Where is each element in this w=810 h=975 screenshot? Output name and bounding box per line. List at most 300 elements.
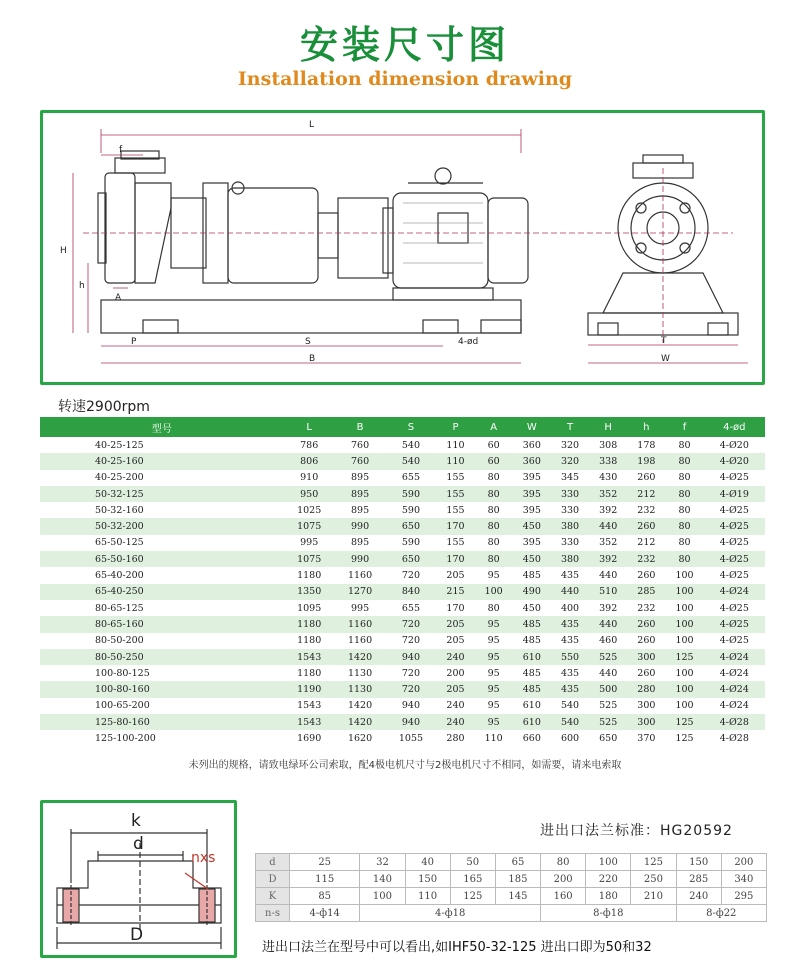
table-cell: 205 — [436, 681, 474, 697]
flange-cell: 165 — [450, 871, 495, 888]
table-cell: 178 — [637, 439, 656, 451]
table-cell: 352 — [599, 537, 618, 549]
table-cell: 650 — [386, 551, 437, 567]
flange-row-label: d — [256, 854, 290, 871]
table-cell: 990 — [335, 551, 386, 567]
flange-cell: 150 — [405, 871, 450, 888]
table-cell: 450 — [513, 551, 551, 567]
table-cell: 460 — [599, 635, 618, 647]
table-row — [40, 616, 765, 632]
flange-row-label: K — [256, 888, 290, 905]
table-cell: 500 — [589, 681, 627, 697]
table-cell: 1190 — [284, 681, 335, 697]
table-cell: 232 — [627, 551, 665, 567]
table-cell: 4-Ø19 — [704, 486, 765, 502]
flange-cell: 295 — [721, 888, 766, 905]
table-cell: 400 — [560, 602, 580, 614]
table-cell: 485 — [522, 570, 541, 582]
table-cell: 4-Ø28 — [719, 732, 749, 744]
footnote: 未列出的规格，请致电绿环公司索取，配4极电机尺寸与2极电机尺寸不相同，如需要，请来电索取 — [188, 760, 622, 771]
table-cell: 300 — [637, 700, 656, 712]
table-row — [40, 437, 765, 453]
table-cell: 650 — [386, 518, 437, 534]
table-cell: 232 — [637, 504, 656, 516]
coupling-guard — [338, 198, 388, 278]
table-cell: 550 — [551, 649, 589, 665]
table-cell: 95 — [475, 681, 513, 697]
table-cell: 430 — [599, 472, 618, 484]
table-cell: 720 — [401, 667, 421, 679]
dim-f: f — [119, 145, 123, 155]
table-cell: 490 — [513, 584, 551, 600]
table-cell: 65-40-200 — [95, 570, 144, 582]
table-cell: 65-50-125 — [95, 537, 144, 549]
table-cell: 110 — [436, 453, 474, 469]
table-row — [40, 518, 765, 534]
table-cell: 1690 — [297, 732, 322, 744]
table-cell: 50-32-125 — [40, 486, 284, 502]
flange-cell: 40 — [405, 854, 450, 871]
table-cell: 80 — [678, 537, 691, 549]
flange-cell: 210 — [631, 888, 676, 905]
table-cell: 260 — [637, 635, 656, 647]
table-cell: 1543 — [284, 649, 335, 665]
table-row — [40, 486, 765, 502]
flange-cell: 8-ф18 — [541, 905, 677, 922]
dim-A: A — [115, 293, 122, 303]
table-cell: 650 — [599, 732, 618, 744]
flange-cell: 125 — [631, 854, 676, 871]
table-cell: 4-Ø24 — [704, 584, 765, 600]
flange-table — [255, 853, 767, 922]
table-cell: 590 — [386, 486, 437, 502]
table-header-cell: f — [665, 417, 703, 437]
table-header-cell: B — [335, 417, 386, 437]
table-header-cell: H — [589, 417, 627, 437]
table-row — [40, 714, 765, 730]
table-row — [40, 665, 765, 681]
table-cell: 1075 — [284, 551, 335, 567]
dim-h: h — [79, 281, 85, 291]
flange-cell: 100 — [586, 854, 631, 871]
flange-cell: 200 — [721, 854, 766, 871]
table-header-row — [40, 417, 765, 437]
table-cell: 720 — [401, 635, 421, 647]
table-cell: 760 — [351, 439, 370, 451]
table-cell: 80-65-160 — [40, 616, 284, 632]
table-cell: 345 — [560, 472, 580, 484]
table-cell: 80 — [487, 537, 500, 549]
table-cell: 1055 — [398, 732, 424, 744]
flange-drawing — [40, 800, 237, 958]
table-cell: 990 — [335, 518, 386, 534]
table-cell: 205 — [436, 616, 474, 632]
flange-standard: 进出口法兰标准：HG20592 — [540, 823, 733, 839]
flange-row — [256, 888, 767, 905]
table-cell: 1420 — [347, 700, 373, 712]
table-cell: 4-Ø25 — [719, 472, 749, 484]
table-row — [40, 730, 765, 746]
table-cell: 910 — [300, 472, 319, 484]
table-cell: 450 — [522, 602, 541, 614]
table-header-cell: 型号 — [40, 417, 284, 437]
table-cell: 110 — [446, 439, 465, 451]
table-row — [40, 453, 765, 469]
flange-cell: 250 — [631, 871, 676, 888]
flange-cell: 125 — [450, 888, 495, 905]
table-cell: 395 — [522, 472, 541, 484]
table-cell: 285 — [627, 584, 665, 600]
table-cell: 440 — [589, 518, 627, 534]
table-cell: 1420 — [335, 649, 386, 665]
table-cell: 610 — [513, 714, 551, 730]
table-cell: 80-50-200 — [95, 635, 144, 647]
flange-row — [256, 854, 767, 871]
dim-nd: 4-ød — [458, 337, 479, 347]
table-cell: 395 — [513, 486, 551, 502]
motor-body — [393, 193, 488, 288]
table-cell: 380 — [551, 518, 589, 534]
table-cell: 80 — [475, 551, 513, 567]
table-cell: 392 — [599, 602, 618, 614]
table-cell: 720 — [386, 681, 437, 697]
table-cell: 720 — [401, 570, 421, 582]
table-cell: 895 — [335, 486, 386, 502]
table-cell: 110 — [484, 732, 503, 744]
table-cell: 4-Ø25 — [704, 616, 765, 632]
table-cell: 80 — [487, 602, 500, 614]
table-cell: 1543 — [297, 700, 322, 712]
flange-row-label: D — [256, 871, 290, 888]
table-cell: 360 — [522, 439, 541, 451]
table-row — [40, 470, 765, 486]
flange-cell: 25 — [290, 854, 360, 871]
table-cell: 392 — [599, 504, 618, 516]
table-cell: 100 — [665, 681, 703, 697]
table-cell: 1160 — [347, 635, 373, 647]
table-cell: 260 — [637, 667, 656, 679]
table-cell: 95 — [475, 649, 513, 665]
table-cell: 4-Ø25 — [719, 537, 749, 549]
table-cell: 4-Ø20 — [719, 439, 749, 451]
dim-B: B — [309, 354, 316, 364]
table-cell: 80 — [678, 439, 691, 451]
speed-label: 转速2900rpm — [58, 399, 150, 415]
table-cell: 760 — [335, 453, 386, 469]
flange-cell: 185 — [495, 871, 540, 888]
table-cell: 125 — [675, 732, 694, 744]
page-title: 安装尺寸图 — [299, 22, 510, 67]
table-body — [40, 437, 765, 747]
table-cell: 95 — [487, 667, 500, 679]
table-cell: 4-Ø24 — [719, 700, 749, 712]
table-cell: 1160 — [347, 570, 373, 582]
table-header-cell: L — [284, 417, 335, 437]
table-cell: 352 — [589, 486, 627, 502]
flange-cell: 180 — [586, 888, 631, 905]
table-cell: 525 — [589, 649, 627, 665]
dim-P: P — [131, 337, 137, 347]
table-cell: 1075 — [284, 518, 335, 534]
flange-cell: 145 — [495, 888, 540, 905]
table-cell: 80 — [475, 486, 513, 502]
table-cell: 80 — [487, 472, 500, 484]
table-cell: 100 — [675, 667, 694, 679]
pump-flange — [105, 173, 135, 283]
table-cell: 360 — [513, 453, 551, 469]
flange-label-d: d — [133, 834, 144, 854]
table-row — [40, 551, 765, 567]
table-cell: 260 — [627, 518, 665, 534]
flange-cell: 4-ф14 — [290, 905, 360, 922]
table-cell: 95 — [487, 570, 500, 582]
table-cell: 80 — [475, 518, 513, 534]
table-cell: 100-80-125 — [95, 667, 150, 679]
table-cell: 125 — [665, 714, 703, 730]
flange-cell: 50 — [450, 854, 495, 871]
table-cell: 485 — [513, 616, 551, 632]
table-cell: 4-Ø24 — [719, 667, 749, 679]
table-cell: 100-65-200 — [95, 700, 150, 712]
table-header-cell: P — [436, 417, 474, 437]
table-cell: 590 — [401, 504, 421, 516]
table-cell: 100-80-160 — [40, 681, 284, 697]
table-cell: 485 — [522, 667, 541, 679]
table-cell: 485 — [522, 635, 541, 647]
table-cell: 100 — [475, 584, 513, 600]
table-row — [40, 649, 765, 665]
table-cell: 4-Ø28 — [704, 714, 765, 730]
bearing-housing — [228, 188, 318, 283]
table-cell: 4-Ø25 — [704, 518, 765, 534]
table-cell: 540 — [551, 714, 589, 730]
table-cell: 435 — [551, 616, 589, 632]
table-cell: 440 — [551, 584, 589, 600]
table-cell: 435 — [551, 681, 589, 697]
page-subtitle: Installation dimension drawing — [237, 68, 573, 90]
table-cell: 170 — [446, 602, 465, 614]
flange-label-k: k — [131, 811, 141, 831]
table-cell: 4-Ø24 — [704, 681, 765, 697]
table-cell: 485 — [513, 681, 551, 697]
table-cell: 660 — [522, 732, 541, 744]
flange-cell: 4-ф18 — [360, 905, 541, 922]
table-cell: 1130 — [335, 681, 386, 697]
table-cell: 440 — [599, 570, 618, 582]
table-cell: 320 — [551, 453, 589, 469]
flange-cell: 8-ф22 — [676, 905, 766, 922]
table-cell: 40-25-200 — [95, 472, 144, 484]
table-cell: 155 — [446, 472, 465, 484]
table-header-cell: A — [475, 417, 513, 437]
table-cell: 80 — [678, 504, 691, 516]
table-cell: 300 — [627, 649, 665, 665]
table-cell: 4-Ø20 — [704, 453, 765, 469]
table-cell: 1350 — [284, 584, 335, 600]
flange-label-D: D — [130, 925, 144, 945]
table-cell: 940 — [401, 700, 421, 712]
table-cell: 840 — [386, 584, 437, 600]
table-cell: 1270 — [335, 584, 386, 600]
table-row — [40, 681, 765, 697]
flange-cell: 150 — [676, 854, 721, 871]
table-cell: 60 — [475, 453, 513, 469]
table-cell: 50-32-200 — [40, 518, 284, 534]
table-cell: 100 — [665, 616, 703, 632]
table-row — [40, 584, 765, 600]
table-cell: 940 — [386, 714, 437, 730]
table-cell: 895 — [351, 537, 370, 549]
table-cell: 95 — [475, 616, 513, 632]
table-cell: 1180 — [297, 667, 322, 679]
table-cell: 540 — [560, 700, 580, 712]
dim-W: W — [661, 354, 670, 364]
table-row — [40, 567, 765, 583]
table-cell: 655 — [401, 602, 421, 614]
table-cell: 170 — [436, 551, 474, 567]
flange-outline — [57, 861, 221, 923]
table-cell: 260 — [627, 616, 665, 632]
installation-drawing — [40, 110, 765, 385]
table-cell: 80 — [487, 504, 500, 516]
table-cell: 435 — [560, 570, 580, 582]
flange-row — [256, 871, 767, 888]
table-cell: 720 — [386, 616, 437, 632]
table-cell: 80 — [665, 518, 703, 534]
dim-T: T — [661, 336, 667, 346]
table-cell: 95 — [487, 700, 500, 712]
flange-cell: 240 — [676, 888, 721, 905]
table-cell: 60 — [487, 439, 500, 451]
flange-cell: 160 — [541, 888, 586, 905]
flange-cell: 340 — [721, 871, 766, 888]
table-cell: 4-Ø25 — [719, 602, 749, 614]
table-cell: 1180 — [297, 635, 322, 647]
table-cell: 300 — [627, 714, 665, 730]
table-row — [40, 535, 765, 551]
table-cell: 80 — [665, 486, 703, 502]
table-cell: 100 — [675, 602, 694, 614]
table-cell: 4-Ø25 — [719, 570, 749, 582]
table-cell: 4-Ø25 — [704, 551, 765, 567]
table-cell: 100 — [675, 635, 694, 647]
table-row — [40, 502, 765, 518]
table-cell: 320 — [560, 439, 580, 451]
flange-cell: 110 — [405, 888, 450, 905]
table-cell: 610 — [513, 649, 551, 665]
table-cell: 600 — [560, 732, 580, 744]
table-cell: 995 — [351, 602, 370, 614]
table-cell: 232 — [637, 602, 656, 614]
flange-cell: 140 — [360, 871, 405, 888]
table-cell: 260 — [637, 472, 656, 484]
table-cell: 65-50-160 — [40, 551, 284, 567]
table-cell: 1095 — [297, 602, 322, 614]
flange-cell: 220 — [586, 871, 631, 888]
dim-H: H — [60, 246, 67, 256]
dim-L: L — [309, 120, 315, 130]
table-cell: 260 — [637, 570, 656, 582]
table-row — [40, 600, 765, 616]
table-cell: 100 — [675, 570, 694, 582]
table-cell: 215 — [436, 584, 474, 600]
dim-S: S — [305, 337, 311, 347]
table-cell: 1180 — [297, 570, 322, 582]
table-cell: 200 — [446, 667, 465, 679]
table-cell: 370 — [637, 732, 656, 744]
table-cell: 1180 — [284, 616, 335, 632]
table-cell: 280 — [446, 732, 465, 744]
table-cell: 1130 — [347, 667, 373, 679]
table-cell: 525 — [589, 714, 627, 730]
flange-cell: 115 — [290, 871, 360, 888]
table-cell: 95 — [487, 635, 500, 647]
table-cell: 155 — [446, 504, 465, 516]
table-header-cell: S — [386, 417, 437, 437]
table-cell: 205 — [446, 635, 465, 647]
table-cell: 440 — [589, 616, 627, 632]
table-cell: 450 — [513, 518, 551, 534]
table-cell: 205 — [446, 570, 465, 582]
table-cell: 4-Ø25 — [719, 504, 749, 516]
table-cell: 240 — [436, 649, 474, 665]
table-cell: 155 — [446, 537, 465, 549]
table-cell: 392 — [589, 551, 627, 567]
table-cell: 80 — [665, 551, 703, 567]
table-cell: 212 — [627, 486, 665, 502]
table-header-cell: T — [551, 417, 589, 437]
table-cell: 4-Ø24 — [704, 649, 765, 665]
flange-label-nxs: nxs — [191, 850, 216, 866]
flange-cell: 285 — [676, 871, 721, 888]
table-header-cell: W — [513, 417, 551, 437]
table-cell: 435 — [560, 635, 580, 647]
table-cell: 170 — [436, 518, 474, 534]
flange-row — [256, 905, 767, 922]
table-cell: 40-25-160 — [40, 453, 284, 469]
flange-cell: 100 — [360, 888, 405, 905]
table-cell: 80-65-125 — [95, 602, 144, 614]
table-cell: 655 — [401, 472, 421, 484]
table-row — [40, 698, 765, 714]
table-cell: 395 — [522, 537, 541, 549]
table-cell: 80 — [678, 472, 691, 484]
flange-note: 进出口法兰在型号中可以看出,如IHF50-32-125 进出口即为50和32 — [262, 940, 652, 955]
table-cell: 525 — [599, 700, 618, 712]
table-cell: 540 — [386, 453, 437, 469]
table-cell: 940 — [386, 649, 437, 665]
table-header-cell: 4-ød — [704, 417, 765, 437]
table-cell: 895 — [351, 472, 370, 484]
table-cell: 1420 — [335, 714, 386, 730]
table-cell: 125-100-200 — [95, 732, 156, 744]
table-cell: 100 — [665, 584, 703, 600]
table-cell: 212 — [637, 537, 656, 549]
table-cell: 330 — [560, 537, 580, 549]
flange-cell: 200 — [541, 871, 586, 888]
table-cell: 440 — [599, 667, 618, 679]
table-cell: 510 — [589, 584, 627, 600]
table-cell: 995 — [300, 537, 319, 549]
table-cell: 330 — [551, 486, 589, 502]
table-cell: 610 — [522, 700, 541, 712]
table-header-cell: h — [627, 417, 665, 437]
flange-cell: 32 — [360, 854, 405, 871]
dimension-table — [40, 417, 765, 747]
table-cell: 50-32-160 — [95, 504, 144, 516]
flange-cell: 85 — [290, 888, 360, 905]
table-cell: 330 — [560, 504, 580, 516]
